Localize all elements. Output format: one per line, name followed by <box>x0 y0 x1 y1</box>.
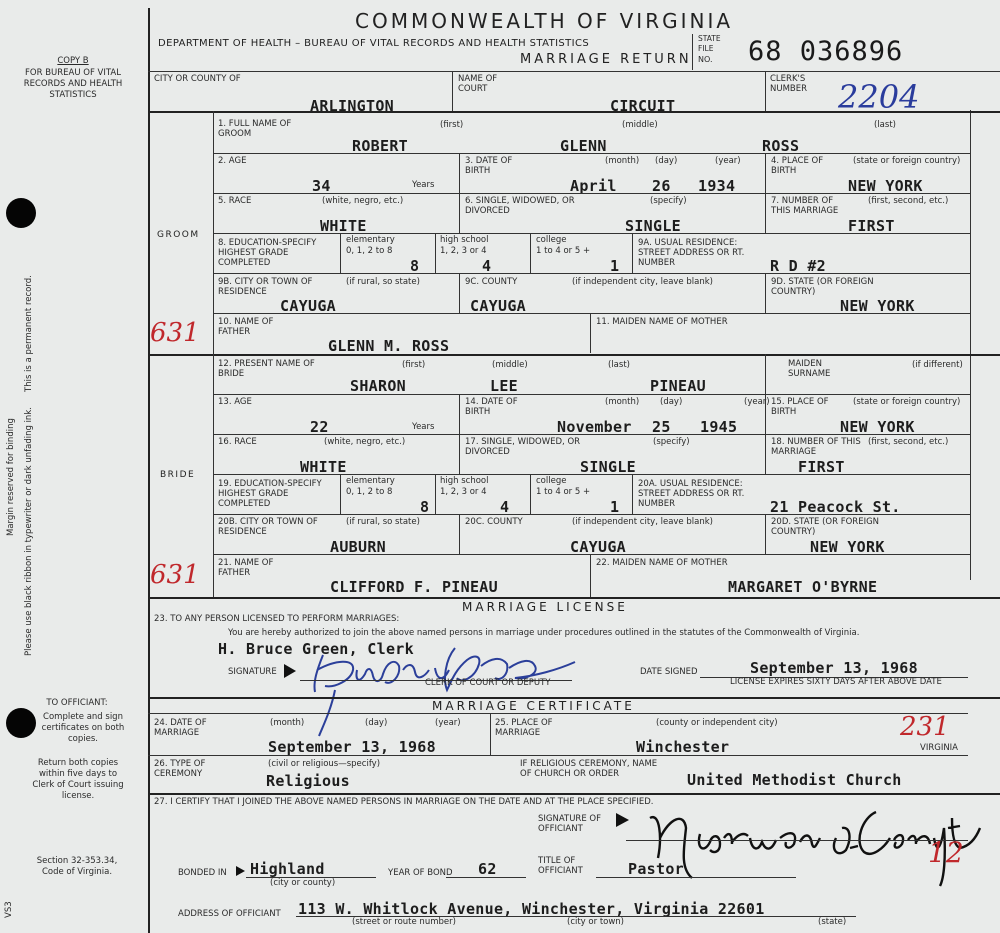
cert-year-hint: (year) <box>435 718 461 728</box>
bride-elem-hint: elementary <box>346 476 395 486</box>
punch-hole-bottom <box>6 708 36 738</box>
bride-first-name: SHARON <box>350 377 406 395</box>
groom-age-label: 2. AGE <box>218 156 247 166</box>
groom-county-hint: (if independent city, leave blank) <box>572 277 713 287</box>
marriage-place-label: 25. PLACE OF MARRIAGE <box>495 718 553 738</box>
bride-education-college: 1 <box>610 498 620 516</box>
bride-pob-label: 15. PLACE OF BIRTH <box>771 397 829 417</box>
court-value: CIRCUIT <box>610 97 676 115</box>
state-hint: (state) <box>818 917 847 927</box>
div-g4b <box>435 233 436 273</box>
bride-race-hint: (white, negro, etc.) <box>324 437 406 447</box>
bonded-in: Highland <box>250 860 325 878</box>
form-code: VS3 <box>4 901 14 918</box>
bride-rural-hint: (if rural, so state) <box>346 517 420 527</box>
city-county-hint: (city or county) <box>270 878 336 888</box>
bride-maiden-label: MAIDEN SURNAME <box>788 359 831 379</box>
rule-top <box>148 71 1000 72</box>
groom-status: SINGLE <box>625 217 681 235</box>
to-officiant-label: TO OFFICIANT: <box>46 698 108 708</box>
bride-col-hint: college <box>536 476 567 486</box>
bride-race-label: 16. RACE <box>218 437 257 447</box>
bride-last-hint: (last) <box>608 360 630 370</box>
license-clerk-name: H. Bruce Green, Clerk <box>218 640 414 658</box>
groom-hs-hint: high school <box>440 235 489 245</box>
license-title: MARRIAGE LICENSE <box>462 600 628 614</box>
officiant-title-label: TITLE OF OFFICIANT <box>538 856 583 876</box>
rule-c2 <box>148 755 968 756</box>
groom-race-hint: (white, negro, etc.) <box>322 196 404 206</box>
ink-note: Please use black ribbon in typewriter or dark unfading ink. <box>24 407 34 656</box>
rule-b6 <box>213 554 970 555</box>
bride-hs-hint: high school <box>440 476 489 486</box>
rule-license-top <box>148 597 1000 599</box>
bride-city-label: 20B. CITY OR TOWN OF RESIDENCE <box>218 517 318 537</box>
officiant-address: 113 W. Whitlock Avenue, Winchester, Virginia 22601 <box>298 900 765 918</box>
bride-middle-hint: (middle) <box>492 360 528 370</box>
clerk-deputy-label: CLERK OF COURT OR DEPUTY <box>425 678 551 688</box>
groom-pob-label: 4. PLACE OF BIRTH <box>771 156 824 176</box>
groom-city-label: 9B. CITY OR TOWN OF RESIDENCE <box>218 277 313 297</box>
margin-note: Margin reserved for binding <box>6 418 16 536</box>
bride-birth-year: 1945 <box>700 418 738 436</box>
bride-race: WHITE <box>300 458 347 476</box>
bride-education-elem: 8 <box>420 498 430 516</box>
license-expires-note: LICENSE EXPIRES SIXTY DAYS AFTER ABOVE DATE <box>730 677 942 687</box>
bride-county-label: 20C. COUNTY <box>465 517 523 527</box>
bride-state: NEW YORK <box>810 538 885 556</box>
groom-education-college: 1 <box>610 257 620 275</box>
bride-day-hint: (day) <box>660 397 683 407</box>
div-b4d <box>632 474 633 514</box>
bride-pob-hint: (state or foreign country) <box>853 397 961 407</box>
form-subtitle: MARRIAGE RETURN <box>520 52 692 67</box>
file-box-divider <box>692 34 693 70</box>
civil-religious-hint: (civil or religious—specify) <box>268 759 381 769</box>
groom-year-hint: (year) <box>715 156 741 166</box>
groom-father-label: 10. NAME OF FATHER <box>218 317 274 337</box>
divider-clerk <box>765 71 766 111</box>
marriage-place: Winchester <box>636 738 730 756</box>
div-b5a <box>459 514 460 554</box>
date-signed: September 13, 1968 <box>750 659 918 677</box>
div-b3a <box>459 434 460 474</box>
church-name: United Methodist Church <box>687 771 902 789</box>
bride-years-label: Years <box>412 422 435 432</box>
bride-section-divider <box>213 354 214 597</box>
bride-status-label: 17. SINGLE, WIDOWED, OR DIVORCED <box>465 437 581 457</box>
groom-day-hint: (day) <box>655 156 678 166</box>
rule-b3 <box>213 434 970 435</box>
groom-elem-hint: elementary <box>346 235 395 245</box>
groom-last-name: ROSS <box>762 137 800 155</box>
ceremony-type: Religious <box>266 772 350 790</box>
div-g5b <box>765 273 766 313</box>
bride-residence-label: 20A. USUAL RESIDENCE: STREET ADDRESS OR RT. NUMBER <box>638 479 745 509</box>
groom-race: WHITE <box>320 217 367 235</box>
div-g4c <box>530 233 531 273</box>
groom-birth-day: 26 <box>652 177 671 195</box>
marriage-date: September 13, 1968 <box>268 738 436 756</box>
div-b1a <box>765 354 766 394</box>
rule-b2 <box>213 394 970 395</box>
certificate-title: MARRIAGE CERTIFICATE <box>432 699 635 713</box>
groom-col-range: 1 to 4 or 5 + <box>536 246 591 256</box>
groom-years-label: Years <box>412 180 435 190</box>
groom-education-label: 8. EDUCATION-SPECIFY HIGHEST GRADE COMPLETED <box>218 238 317 268</box>
rule-cert-sub <box>148 713 968 714</box>
div-g4a <box>340 233 341 273</box>
bride-age: 22 <box>310 418 329 436</box>
officiant-code: 12 <box>928 836 964 869</box>
cert-month-hint: (month) <box>270 718 305 728</box>
groom-marriage-no-label: 7. NUMBER OF THIS MARRIAGE <box>771 196 839 216</box>
bride-elem-range: 0, 1, 2 to 8 <box>346 487 393 497</box>
city-county-value: ARLINGTON <box>310 97 394 115</box>
license-signature-label: SIGNATURE <box>228 667 277 677</box>
groom-age: 34 <box>312 177 331 195</box>
div-g3a <box>459 193 460 233</box>
groom-col-hint: college <box>536 235 567 245</box>
copy-b-text: FOR BUREAU OF VITAL RECORDS AND HEALTH STATISTICS <box>23 68 123 100</box>
bride-street: 21 Peacock St. <box>770 498 901 516</box>
ceremony-type-label: 26. TYPE OF CEREMONY <box>154 759 206 779</box>
officiant-title: Pastor <box>628 860 684 878</box>
bride-specify-hint: (specify) <box>653 437 690 447</box>
year-of-bond: 62 <box>478 860 497 878</box>
rule-title <box>596 877 796 878</box>
groom-name-label: 1. FULL NAME OF GROOM <box>218 119 292 139</box>
clerk-number-label: CLERK'S NUMBER <box>770 74 808 94</box>
bride-state-label: 20D. STATE (OR FOREIGN COUNTRY) <box>771 517 880 537</box>
state-file-label-3: NO. <box>698 55 713 64</box>
groom-dob-label: 3. DATE OF BIRTH <box>465 156 513 176</box>
groom-middle-name: GLENN <box>560 137 607 155</box>
groom-hs-range: 1, 2, 3 or 4 <box>440 246 487 256</box>
cert-day-hint: (day) <box>365 718 388 728</box>
license-intro-label: 23. TO ANY PERSON LICENSED TO PERFORM MARRIAGES: <box>154 614 400 624</box>
groom-middle-hint: (middle) <box>622 120 658 130</box>
groom-education-elem: 8 <box>410 257 420 275</box>
bride-birth-month: November <box>557 418 632 436</box>
rule-groom-top <box>148 111 1000 113</box>
rule-g3 <box>213 193 970 194</box>
bride-if-different: (if different) <box>912 360 963 370</box>
return-note: Return both copies within five days to Clerk of Court issuing license. <box>32 758 124 801</box>
groom-section-label: GROOM <box>157 230 200 240</box>
groom-first-name: ROBERT <box>352 137 408 155</box>
div-b4c <box>530 474 531 514</box>
groom-residence-label: 9A. USUAL RESIDENCE: STREET ADDRESS OR RT. NUMBER <box>638 238 745 268</box>
bride-marriage-no: FIRST <box>798 458 845 476</box>
groom-status-label: 6. SINGLE, WIDOWED, OR DIVORCED <box>465 196 575 216</box>
state-file-label-1: STATE <box>698 34 721 43</box>
bride-number-hint: (first, second, etc.) <box>868 437 949 447</box>
bride-middle-name: LEE <box>490 377 518 395</box>
groom-month-hint: (month) <box>605 156 640 166</box>
rule-b4 <box>213 474 970 475</box>
rule-g5 <box>213 273 970 274</box>
groom-first-hint: (first) <box>440 120 464 130</box>
groom-city: CAYUGA <box>280 297 336 315</box>
div-c1a <box>490 713 491 755</box>
bride-status: SINGLE <box>580 458 636 476</box>
clerk-number-value: 2204 <box>838 78 920 116</box>
div-b2a <box>459 394 460 434</box>
groom-birth-place: NEW YORK <box>848 177 923 195</box>
address-label: ADDRESS OF OFFICIANT <box>178 909 281 919</box>
groom-county-label: 9C. COUNTY <box>465 277 518 287</box>
bride-city: AUBURN <box>330 538 386 556</box>
bride-name-label: 12. PRESENT NAME OF BRIDE <box>218 359 315 379</box>
div-g6a <box>590 313 591 353</box>
rule-officiant-sig <box>626 840 968 841</box>
bride-first-hint: (first) <box>402 360 426 370</box>
church-label: IF RELIGIOUS CEREMONY, NAME OF CHURCH OR ORDER <box>520 759 658 779</box>
state-file-number: 68 036896 <box>748 36 904 67</box>
div-g5a <box>459 273 460 313</box>
bride-education-label: 19. EDUCATION-SPECIFY HIGHEST GRADE COMPLETED <box>218 479 322 509</box>
bride-col-range: 1 to 4 or 5 + <box>536 487 591 497</box>
punch-hole-top <box>6 198 36 228</box>
groom-specify-hint: (specify) <box>650 196 687 206</box>
divider-court <box>452 71 453 111</box>
form-title: COMMONWEALTH OF VIRGINIA <box>355 9 734 33</box>
bride-father: CLIFFORD F. PINEAU <box>330 578 498 596</box>
rule-c3 <box>148 793 1000 795</box>
groom-pob-hint: (state or foreign country) <box>853 156 961 166</box>
bride-county: CAYUGA <box>570 538 626 556</box>
div-b4a <box>340 474 341 514</box>
date-signed-label: DATE SIGNED <box>640 667 698 677</box>
marriage-date-label: 24. DATE OF MARRIAGE <box>154 718 207 738</box>
bride-father-code: 631 <box>150 560 200 590</box>
groom-elem-range: 0, 1, 2 to 8 <box>346 246 393 256</box>
groom-number-hint: (first, second, etc.) <box>868 196 949 206</box>
bride-mother-label: 22. MAIDEN NAME OF MOTHER <box>596 558 728 568</box>
street-hint: (street or route number) <box>352 917 456 927</box>
groom-county: CAYUGA <box>470 297 526 315</box>
department-line: DEPARTMENT OF HEALTH – BUREAU OF VITAL RECORDS AND HEALTH STATISTICS <box>158 38 590 49</box>
bride-section-label: BRIDE <box>160 470 196 480</box>
bride-birth-place: NEW YORK <box>840 418 915 436</box>
officiant-signature-label: SIGNATURE OF OFFICIANT <box>538 814 601 834</box>
bride-father-label: 21. NAME OF FATHER <box>218 558 274 578</box>
city-county-label: CITY OR COUNTY OF <box>154 74 241 84</box>
bride-education-hs: 4 <box>500 498 510 516</box>
court-label: NAME OF COURT <box>458 74 498 94</box>
groom-mother-label: 11. MAIDEN NAME OF MOTHER <box>596 317 728 327</box>
year-of-bond-label: YEAR OF BOND <box>388 868 453 878</box>
bride-hs-range: 1, 2, 3 or 4 <box>440 487 487 497</box>
groom-father-code: 631 <box>150 318 200 348</box>
officiant-signature-arrow-icon <box>616 813 629 827</box>
rule-g6 <box>213 313 970 314</box>
groom-state-label: 9D. STATE (OR FOREIGN COUNTRY) <box>771 277 874 297</box>
bride-marriage-no-label: 18. NUMBER OF THIS MARRIAGE <box>771 437 861 457</box>
groom-education-hs: 4 <box>482 257 492 275</box>
bride-last-name: PINEAU <box>650 377 706 395</box>
certify-statement: 27. I CERTIFY THAT I JOINED THE ABOVE NAMED PERSONS IN MARRIAGE ON THE DATE AND AT THE PLACE SPECIFIED. <box>154 797 654 807</box>
groom-rural-hint: (if rural, so state) <box>346 277 420 287</box>
bride-age-label: 13. AGE <box>218 397 252 407</box>
div-g4d <box>632 233 633 273</box>
groom-father: GLENN M. ROSS <box>328 337 450 355</box>
marriage-place-code: 231 <box>900 712 950 742</box>
copy-b-label: COPY B <box>57 56 89 66</box>
div-b6a <box>590 554 591 597</box>
groom-state: NEW YORK <box>840 297 915 315</box>
officiant-note: Complete and sign certificates on both copies. <box>41 712 125 744</box>
div-b4b <box>435 474 436 514</box>
bride-birth-day: 25 <box>652 418 671 436</box>
bride-year-hint: (year) <box>744 397 770 407</box>
form-border-right <box>970 110 971 580</box>
bride-month-hint: (month) <box>605 397 640 407</box>
state-file-label-2: FILE <box>698 44 714 53</box>
groom-marriage-no: FIRST <box>848 217 895 235</box>
rule-g4 <box>213 233 970 234</box>
rule-year-bond <box>446 877 526 878</box>
bride-mother: MARGARET O'BYRNE <box>728 578 878 596</box>
rule-b5 <box>213 514 970 515</box>
section-note: Section 32-353.34, Code of Virginia. <box>36 856 118 877</box>
groom-birth-month: April <box>570 177 617 195</box>
license-text: You are hereby authorized to join the above named persons in marriage under procedures outlined in the statutes of the Commonwealth of Virginia. <box>228 628 860 638</box>
virginia-label: VIRGINIA <box>920 743 959 753</box>
groom-street: R D #2 <box>770 257 826 275</box>
div-b5b <box>765 514 766 554</box>
bonded-arrow-icon <box>236 866 245 876</box>
rule-g2 <box>213 153 970 154</box>
groom-birth-year: 1934 <box>698 177 736 195</box>
bonded-in-label: BONDED IN <box>178 868 227 878</box>
city-town-hint: (city or town) <box>567 917 625 927</box>
bride-county-hint: (if independent city, leave blank) <box>572 517 713 527</box>
bride-dob-label: 14. DATE OF BIRTH <box>465 397 518 417</box>
groom-last-hint: (last) <box>874 120 896 130</box>
div-g2a <box>459 153 460 193</box>
marriage-place-hint: (county or independent city) <box>656 718 778 728</box>
groom-race-label: 5. RACE <box>218 196 252 206</box>
permanent-note: This is a permanent record. <box>24 275 34 392</box>
rule-bride-top <box>148 354 1000 356</box>
